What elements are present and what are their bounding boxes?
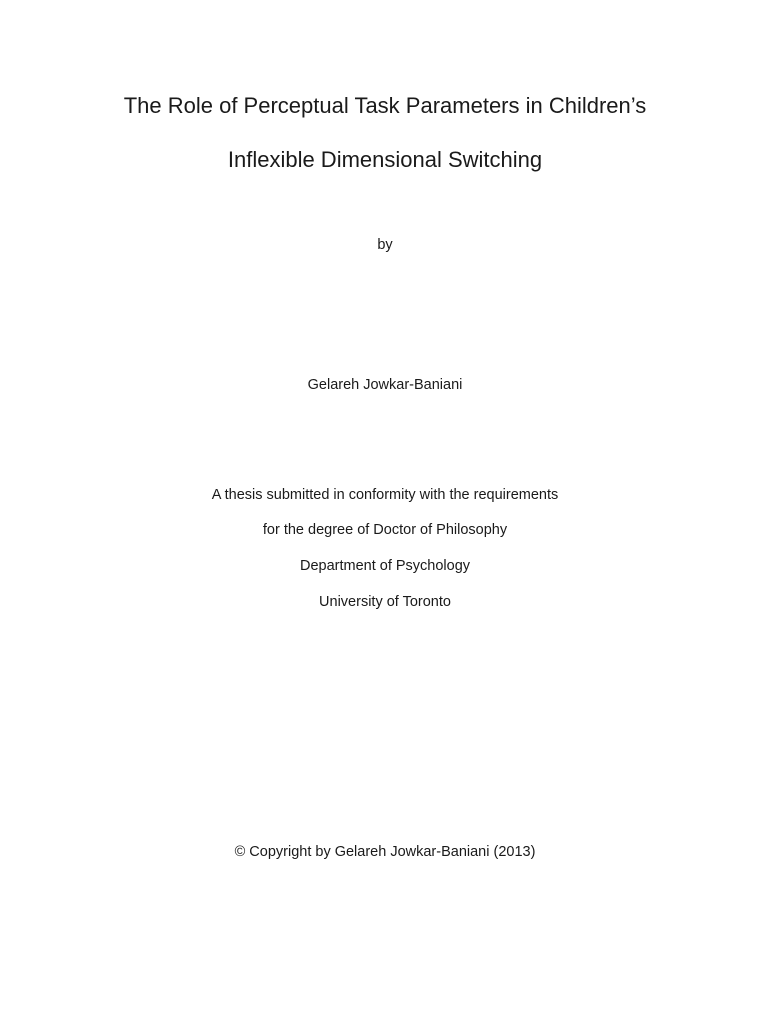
submission-statement-line-2: for the degree of Doctor of Philosophy: [262, 522, 508, 538]
author-name: Gelareh Jowkar-Baniani: [307, 377, 463, 393]
copyright-notice: © Copyright by Gelareh Jowkar-Baniani (2013): [234, 844, 536, 860]
submission-statement-line-1: A thesis submitted in conformity with the requirements: [211, 487, 559, 503]
thesis-title-line-2: Inflexible Dimensional Switching: [227, 147, 543, 172]
byline: by: [377, 237, 393, 253]
department-name: Department of Psychology: [299, 558, 471, 574]
thesis-title-line-1: The Role of Perceptual Task Parameters in Children’s: [123, 93, 647, 118]
university-name: University of Toronto: [319, 594, 451, 610]
